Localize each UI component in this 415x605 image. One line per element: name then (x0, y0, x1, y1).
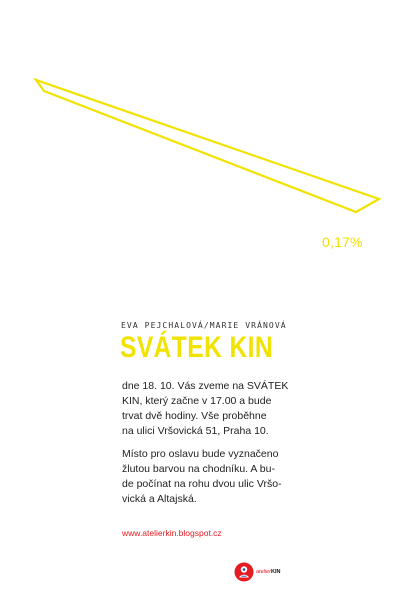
logo-text-kin: KIN (270, 569, 281, 575)
logo-text-atelier: atelier (256, 569, 271, 575)
yellow-stripe-graphic (0, 0, 415, 300)
paragraph-line: dne 18. 10. Vás zveme na SVÁTEK (122, 380, 289, 392)
authors-line: EVA PEJCHALOVÁ/MARIE VRÁNOVÁ (121, 321, 287, 330)
invitation-paragraph (122, 379, 288, 439)
website-link[interactable]: www.atelierkin.blogspot.cz (122, 528, 222, 538)
atelier-kin-logo-icon (234, 562, 254, 582)
paragraph-line: na ulici Vršovická 51, Praha 10. (122, 425, 269, 437)
paragraph-line: Místo pro oslavu bude vyznačeno (122, 448, 279, 460)
paragraph-line: žlutou barvou na chodníku. A bu- (122, 463, 275, 475)
location-paragraph (122, 447, 282, 507)
event-title: SVÁTEK KIN (120, 331, 274, 364)
paragraph-line: de počínat na rohu dvou ulic Vršo- (122, 478, 282, 490)
logo-wordmark (256, 569, 280, 575)
percentage-label: 0,17% (322, 234, 363, 250)
atelier-kin-logo (234, 561, 280, 583)
paragraph-line: KIN, který začne v 17.00 a bude (122, 395, 272, 407)
paragraph-line: vická a Altajská. (122, 493, 197, 505)
paragraph-line: trvat dvě hodiny. Vše proběhne (122, 410, 267, 422)
